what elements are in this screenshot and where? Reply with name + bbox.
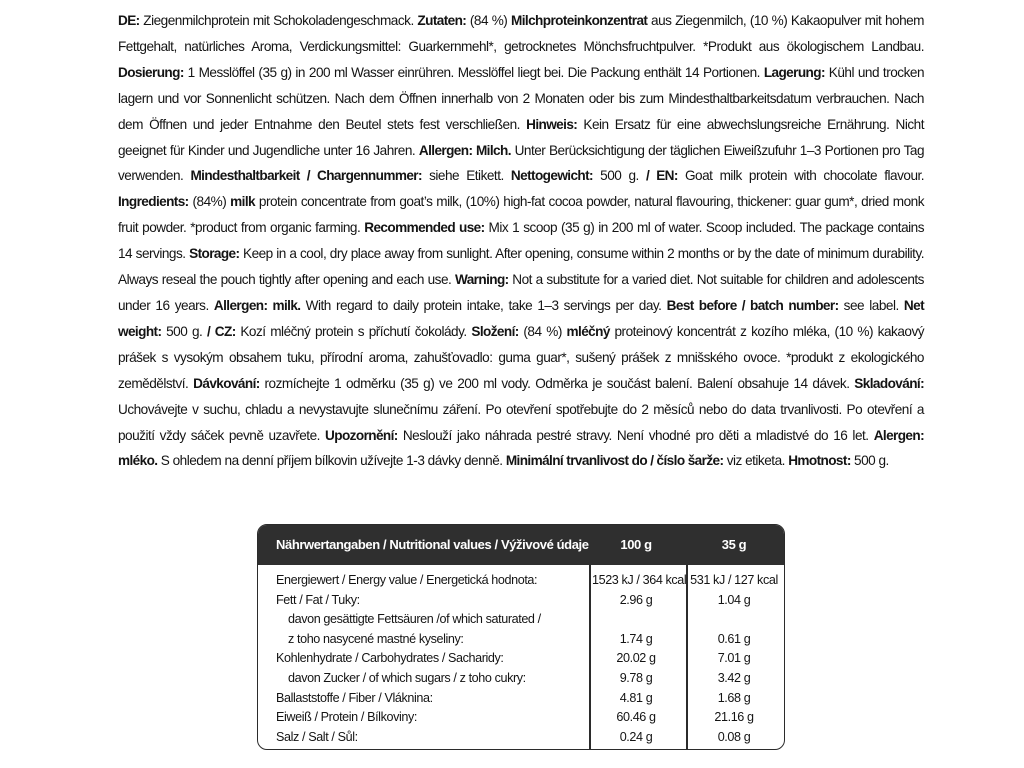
table-row	[258, 649, 784, 669]
value-per-100g: 0.24 g	[619, 729, 653, 744]
cz-weight-text: 500 g.	[854, 453, 889, 469]
en-bestbefore-text: see label.	[843, 297, 899, 313]
value-per-35g: 531 kJ / 127 kcal	[690, 573, 778, 587]
cz-weight-label: Hmotnost:	[788, 453, 851, 469]
en-intake-text: With regard to daily protein intake, take 1–3 servings per day.	[305, 297, 662, 313]
nutrient-label: Fett / Fat / Tuky:	[276, 592, 360, 607]
table-row	[258, 708, 784, 728]
cz-ingredients-main: mléčný	[566, 323, 610, 339]
nutrient-label: davon Zucker / of which sugars / z toho cukry:	[288, 670, 526, 685]
de-weight-text: 500 g.	[600, 168, 639, 184]
nutrient-label: Ballaststoffe / Fiber / Vláknina:	[276, 690, 433, 705]
de-weight-label: Nettogewicht:	[510, 168, 593, 184]
nutrient-label: davon gesättigte Fettsäuren /of which saturated /	[288, 612, 541, 627]
nutrient-label: Kohlenhydrate / Carbohydrates / Sacharidy:	[276, 651, 504, 666]
en-storage-text: Keep in a cool, dry place away from sunlight. After opening, consume within 2 months or by the date of minimum durability. Always reseal the pouch tightly after opening and each use.	[118, 246, 925, 288]
en-weight-label: Net weight:	[118, 297, 925, 339]
cz-dosage-label: Dávkování:	[193, 375, 260, 391]
en-weight-text: 500 g.	[166, 323, 203, 339]
table-row	[258, 630, 784, 650]
label-text-block	[118, 8, 924, 474]
de-storage-text: Kühl und trocken lagern und vor Sonnenlicht schützen. Nach dem Öffnen innerhalb von 2 Monaten oder bis zum Mindesthaltbarkeitsdatum verbrauchen. Nach dem Öffnen und jeder Entnahme den Beutel stets fest verschließen.	[118, 64, 924, 132]
cz-bestbefore-label: Minimální trvanlivost do / číslo šarže:	[505, 453, 724, 469]
de-code: DE:	[118, 13, 140, 28]
table-row	[258, 591, 784, 611]
table-row	[258, 610, 784, 630]
value-per-35g: 0.61 g	[717, 631, 751, 646]
cz-warning-label: Upozornění:	[325, 427, 398, 443]
cz-allergen-label: Alergen: mléko.	[118, 427, 925, 469]
en-warning-text: Not a substitute for a varied diet. Not suitable for children and adolescents under 16 years.	[118, 272, 924, 313]
nutrition-title: Nährwertangaben / Nutritional values / Výživové údaje	[276, 537, 589, 552]
column-header-100g: 100 g	[620, 537, 652, 552]
nutrient-label: Energiewert / Energy value / Energetická hodnota:	[276, 573, 538, 587]
value-per-35g: 1.68 g	[717, 690, 751, 705]
de-allergen-label: Allergen: Milch.	[418, 142, 511, 158]
nutrient-label: Salz / Salt / Sůl:	[276, 729, 358, 744]
en-ingredients-pct: (84%)	[192, 194, 227, 210]
de-desc: Ziegenmilchprotein mit Schokoladengeschmack.	[143, 13, 414, 28]
de-bestbefore-text: siehe Etikett.	[429, 168, 504, 184]
value-per-35g: 3.42 g	[717, 670, 751, 685]
en-ingredients-label: Ingredients:	[118, 194, 189, 210]
table-row	[258, 669, 784, 689]
en-code: / EN:	[645, 168, 678, 184]
cz-ingredients-label: Složení:	[471, 323, 519, 339]
cz-ingredients-pct: (84 %)	[523, 323, 562, 339]
en-dosage-label: Recommended use:	[364, 220, 485, 236]
en-allergen-label: Allergen: milk.	[213, 297, 301, 313]
cz-bestbefore-text: viz etiketa.	[726, 453, 785, 469]
nutrient-label: Eiweiß / Protein / Bílkoviny:	[276, 710, 417, 725]
value-per-100g: 9.78 g	[619, 670, 653, 685]
cz-code: / CZ:	[207, 323, 236, 339]
table-row	[258, 571, 784, 591]
value-per-100g: 2.96 g	[619, 592, 653, 607]
nutrition-table	[257, 524, 785, 750]
de-warning-text: Kein Ersatz für eine abwechslungsreiche Ernährung. Nicht geeignet für Kinder und Jugendliche unter 16 Jahren.	[118, 116, 924, 158]
de-warning-label: Hinweis:	[526, 116, 578, 132]
column-header-35g: 35 g	[721, 537, 747, 552]
cz-storage-label: Skladování:	[854, 375, 924, 391]
cz-dosage-text: rozmíchejte 1 odměrku (35 g) ve 200 ml vody. Odměrka je součást balení. Balení obsahuje 14 dávek.	[264, 375, 850, 391]
value-per-100g: 1.74 g	[619, 631, 653, 646]
cz-warning-text: Neslouží jako náhrada pestré stravy. Není vhodné pro děti a mladistvé do 16 let.	[402, 427, 869, 443]
value-per-35g: 1.04 g	[717, 592, 751, 607]
cz-intake-text: S ohledem na denní příjem bílkovin užívejte 1-3 dávky denně.	[160, 453, 503, 469]
de-ingredients-label: Zutaten:	[417, 13, 467, 28]
de-ingredients-pct: (84 %)	[469, 13, 508, 28]
value-per-35g: 7.01 g	[717, 651, 751, 666]
de-ingredients-main: Milchproteinkonzentrat	[511, 13, 648, 28]
de-dosage-text: 1 Messlöffel (35 g) in 200 ml Wasser einrühren. Messlöffel liegt bei. Die Packung enthält 14 Portionen.	[187, 64, 760, 80]
en-ingredients-main: milk	[230, 194, 255, 210]
value-per-100g: 1523 kJ / 364 kcal	[592, 573, 687, 587]
value-per-35g: 0.08 g	[717, 729, 751, 744]
de-ingredients-rest: aus Ziegenmilch, (10 %) Kakaopulver mit hohem Fettgehalt, natürliches Aroma, Verdickungsmittel: Guarkernmehl*, getrocknetes Mönchsfruchtpulver. *Produkt aus ökologischem Landbau.	[118, 13, 925, 54]
en-warning-label: Warning:	[455, 272, 509, 288]
de-bestbefore-label: Mindesthaltbarkeit / Chargennummer:	[190, 168, 422, 184]
nutrition-table-body	[258, 571, 784, 747]
en-desc: Goat milk protein with chocolate flavour.	[684, 168, 925, 184]
nutrition-table-header	[258, 525, 784, 565]
cz-storage-text: Uchovávejte v suchu, chladu a nevystavujte slunečnímu záření. Po otevření spotřebujte do 2 měsíců nebo do data trvanlivosti. Po otevření a použití vždy sáček pevně uzavřete.	[118, 401, 924, 443]
value-per-35g: 21.16 g	[714, 710, 754, 725]
en-dosage-text: Mix 1 scoop (35 g) in 200 ml of water. Scoop included. The package contains 14 servings.	[118, 220, 925, 262]
en-bestbefore-label: Best before / batch number:	[666, 297, 839, 313]
cz-ingredients-rest: proteinový koncentrát z kozího mléka, (10 %) kakaový prášek s vysokým obsahem tuku, přírodní aroma, zahušťovadlo: guma guar*, sušený prášek z mnišského ovoce. *produkt z ekologického zemědělství.	[118, 323, 925, 391]
value-per-100g: 20.02 g	[616, 651, 656, 666]
de-storage-label: Lagerung:	[763, 64, 825, 80]
en-storage-label: Storage:	[189, 246, 240, 262]
value-per-100g: 60.46 g	[616, 710, 656, 725]
cz-desc: Kozí mléčný protein s příchutí čokolády.	[240, 323, 467, 339]
nutrient-label: z toho nasycené mastné kyseliny:	[288, 631, 464, 646]
de-intake-text: Unter Berücksichtigung der täglichen Eiweißzufuhr 1–3 Portionen pro Tag verwenden.	[118, 142, 925, 184]
de-dosage-label: Dosierung:	[118, 64, 184, 80]
en-ingredients-rest: protein concentrate from goat’s milk, (10%) high-fat cocoa powder, natural flavouring, thickener: guar gum*, dried monk fruit powder. *product from organic farming.	[118, 194, 924, 236]
value-per-100g: 4.81 g	[619, 690, 653, 705]
table-row	[258, 689, 784, 709]
table-row	[258, 728, 784, 748]
